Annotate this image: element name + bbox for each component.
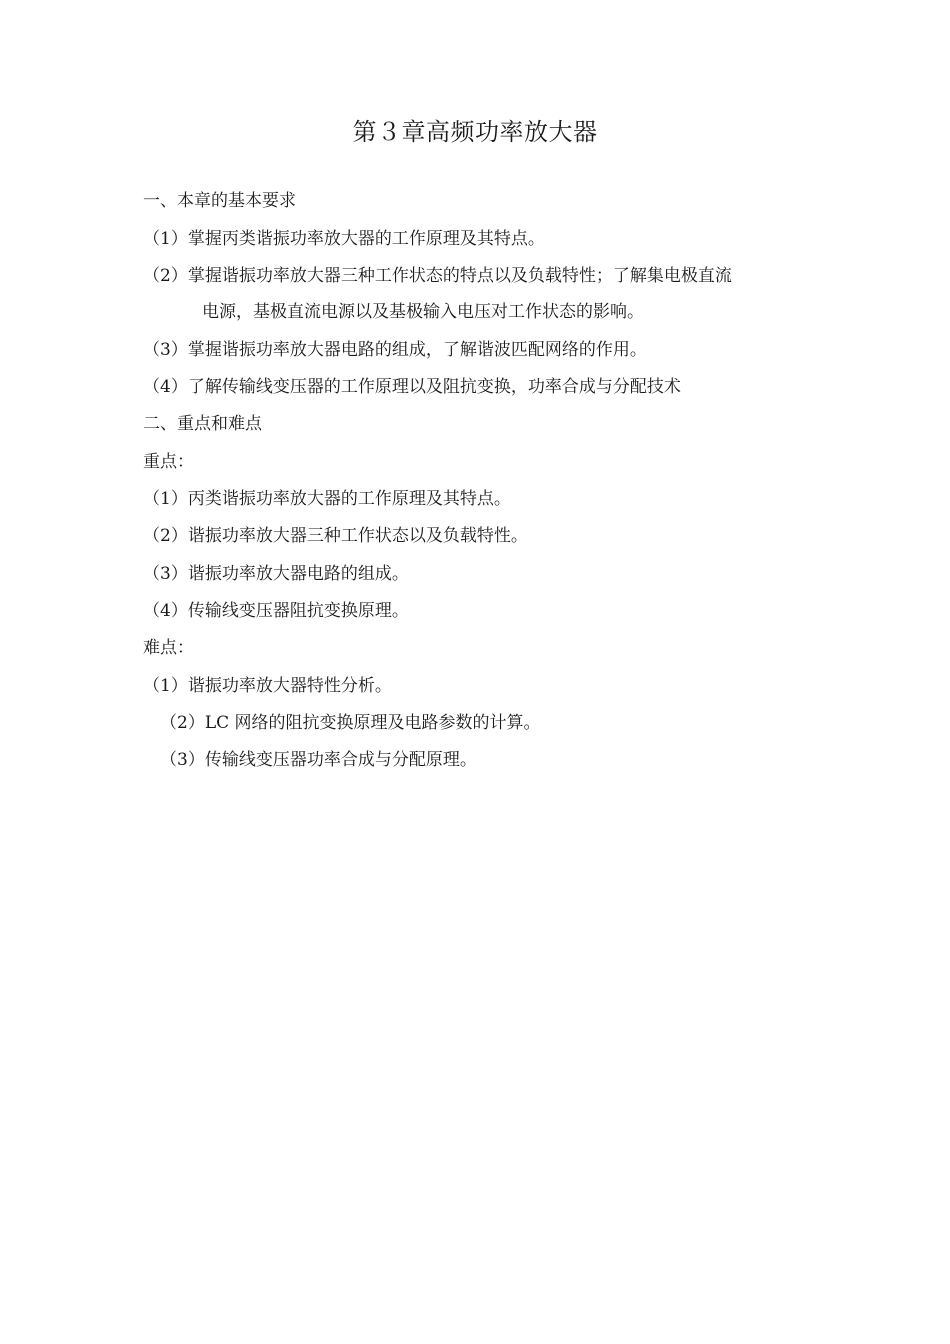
difficult-point-item-3: （3）传输线变压器功率合成与分配原理。 [160, 750, 477, 770]
requirement-item-2-continued: 电源，基极直流电源以及基极输入电压对工作状态的影响。 [202, 302, 644, 322]
key-point-item-2: （2）谐振功率放大器三种工作状态以及负载特性。 [143, 526, 528, 546]
difficult-point-item-1: （1）谐振功率放大器特性分析。 [143, 676, 392, 696]
requirement-item-2: （2）掌握谐振功率放大器三种工作状态的特点以及负载特性；了解集电极直流 [143, 266, 732, 286]
requirement-item-3: （3）掌握谐振功率放大器电路的组成，了解谐波匹配网络的作用。 [143, 340, 647, 360]
key-points-heading: 重点： [143, 452, 194, 472]
section-heading-key-difficult: 二、重点和难点 [143, 414, 262, 434]
difficult-point-item-2: （2）LC 网络的阻抗变换原理及电路参数的计算。 [160, 713, 541, 733]
difficult-points-heading: 难点： [143, 638, 194, 658]
key-point-item-3: （3）谐振功率放大器电路的组成。 [143, 564, 409, 584]
requirement-item-1: （1）掌握丙类谐振功率放大器的工作原理及其特点。 [143, 229, 545, 249]
key-point-item-4: （4）传输线变压器阻抗变换原理。 [143, 601, 409, 621]
requirement-item-4: （4）了解传输线变压器的工作原理以及阻抗变换，功率合成与分配技术 [143, 377, 681, 397]
section-heading-requirements: 一、本章的基本要求 [143, 191, 296, 211]
chapter-title: 第３章高频功率放大器 [352, 118, 598, 146]
key-point-item-1: （1）丙类谐振功率放大器的工作原理及其特点。 [143, 489, 511, 509]
